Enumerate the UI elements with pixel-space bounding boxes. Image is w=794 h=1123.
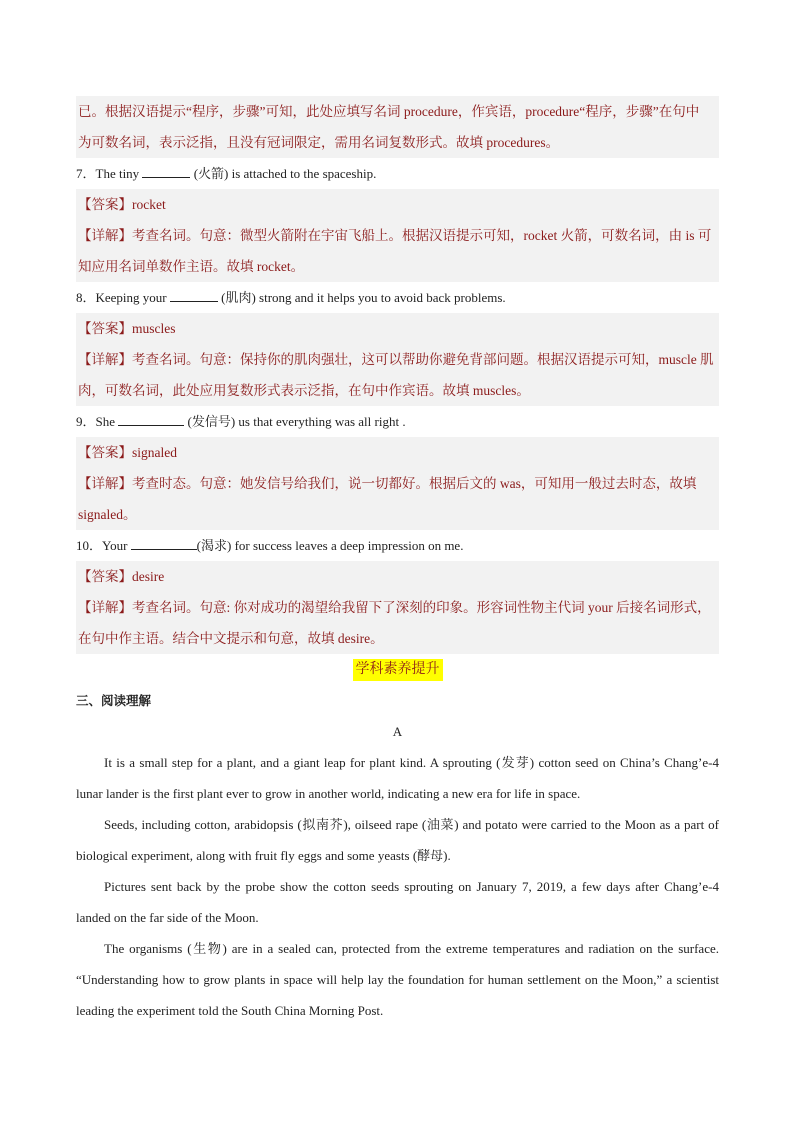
- q10-text-before: 10．Your: [76, 538, 131, 553]
- q8-explanation-text: 考查名词。句意：保持你的肌肉强壮，这可以帮助你避免背部问题。根据汉语提示可知，muscle 肌肉，可数名词，此处应用复数形式表示泛指，在句中作宾语。故填 muscles。: [78, 352, 714, 398]
- q9-text-after: (发信号) us that everything was all right .: [184, 414, 406, 429]
- question-7: [76, 158, 719, 189]
- q7-explanation-text: 考查名词。句意：微型火箭附在宇宙飞船上。根据汉语提示可知，rocket 火箭，可数名词，由 is 可知应用名词单数作主语。故填 rocket。: [78, 228, 712, 274]
- question-9: [76, 406, 719, 437]
- q6-explanation-line2: 为可数名词，表示泛指，且没有冠词限定，需用名词复数形式。故填 procedures。: [78, 135, 560, 150]
- question-8: [76, 282, 719, 313]
- q7-blank[interactable]: [142, 163, 190, 178]
- explain-tag: 【详解】: [78, 476, 132, 491]
- q9-answer-value: signaled: [132, 445, 177, 460]
- answer-tag: 【答案】: [78, 445, 132, 460]
- q8-blank[interactable]: [170, 287, 218, 302]
- paragraph-3: Pictures sent back by the probe show the cotton seeds sprouting on January 7, 2019, a few days after Chang’e-4 landed on the far side of the Moon.: [76, 879, 719, 925]
- passage-letter: A: [392, 724, 403, 739]
- answer-tag: 【答案】: [78, 569, 132, 584]
- explain-tag: 【详解】: [78, 352, 132, 367]
- document-page: [76, 96, 719, 1026]
- q8-answer-value: muscles: [132, 321, 176, 336]
- q10-explanation: [76, 592, 719, 654]
- q7-text-before: 7．The tiny: [76, 166, 143, 181]
- explain-tag: 【详解】: [78, 600, 132, 615]
- section-banner: 学科素养提升: [353, 659, 443, 681]
- q10-blank[interactable]: [131, 535, 197, 550]
- q7-text-after: (火箭) is attached to the spaceship.: [190, 166, 377, 181]
- banner-row: [76, 654, 719, 685]
- paragraph-2: Seeds, including cotton, arabidopsis (拟南芥), oilseed rape (油菜) and potato were carried to the Moon as a part of biological experiment, along with fruit fly eggs and some yeasts (酵母).: [76, 817, 719, 863]
- q10-answer-value: desire: [132, 569, 165, 584]
- q6-explanation: [76, 96, 719, 158]
- q7-answer: [76, 189, 719, 220]
- question-10: [76, 530, 719, 561]
- explain-tag: 【详解】: [78, 228, 132, 243]
- section-title: 三、阅读理解: [76, 693, 152, 708]
- q9-explanation-text: 考查时态。句意：她发信号给我们，说一切都好。根据后文的 was，可知用一般过去时态，故填 signaled。: [78, 476, 697, 522]
- q7-answer-value: rocket: [132, 197, 166, 212]
- q10-explanation-text: 考查名词。句意: 你对成功的渴望给我留下了深刻的印象。形容词性物主代词 your 后接名词形式，在句中作主语。结合中文提示和句意，故填 desire。: [78, 600, 711, 646]
- q10-answer: [76, 561, 719, 592]
- paragraph-4: The organisms (生物) are in a sealed can, protected from the extreme temperatures and radiation on the surface. “Understanding how to grow plants in space will help lay the foundation for human settlement on the Moon,” a scientist leading the experiment told the South China Morning Post.: [76, 941, 719, 1018]
- q8-text-before: 8．Keeping your: [76, 290, 170, 305]
- q9-text-before: 9．She: [76, 414, 119, 429]
- q9-blank[interactable]: [118, 411, 184, 426]
- q10-text-after: (渴求) for success leaves a deep impression on me.: [196, 538, 464, 553]
- q8-explanation: [76, 344, 719, 406]
- answer-tag: 【答案】: [78, 197, 132, 212]
- q7-explanation: [76, 220, 719, 282]
- q6-explanation-line1: 已。根据汉语提示“程序，步骤”可知，此处应填写名词 procedure，作宾语，procedure“程序，步骤”在句中: [78, 104, 700, 119]
- answer-tag: 【答案】: [78, 321, 132, 336]
- q9-answer: [76, 437, 719, 468]
- q9-explanation: [76, 468, 719, 530]
- q8-text-after: (肌肉) strong and it helps you to avoid back problems.: [217, 290, 506, 305]
- paragraph-1: It is a small step for a plant, and a giant leap for plant kind. A sprouting (发芽) cotton seed on China’s Chang’e-4 lunar lander is the first plant ever to grow in another world, indicating a new era for life in space.: [76, 755, 719, 801]
- q8-answer: [76, 313, 719, 344]
